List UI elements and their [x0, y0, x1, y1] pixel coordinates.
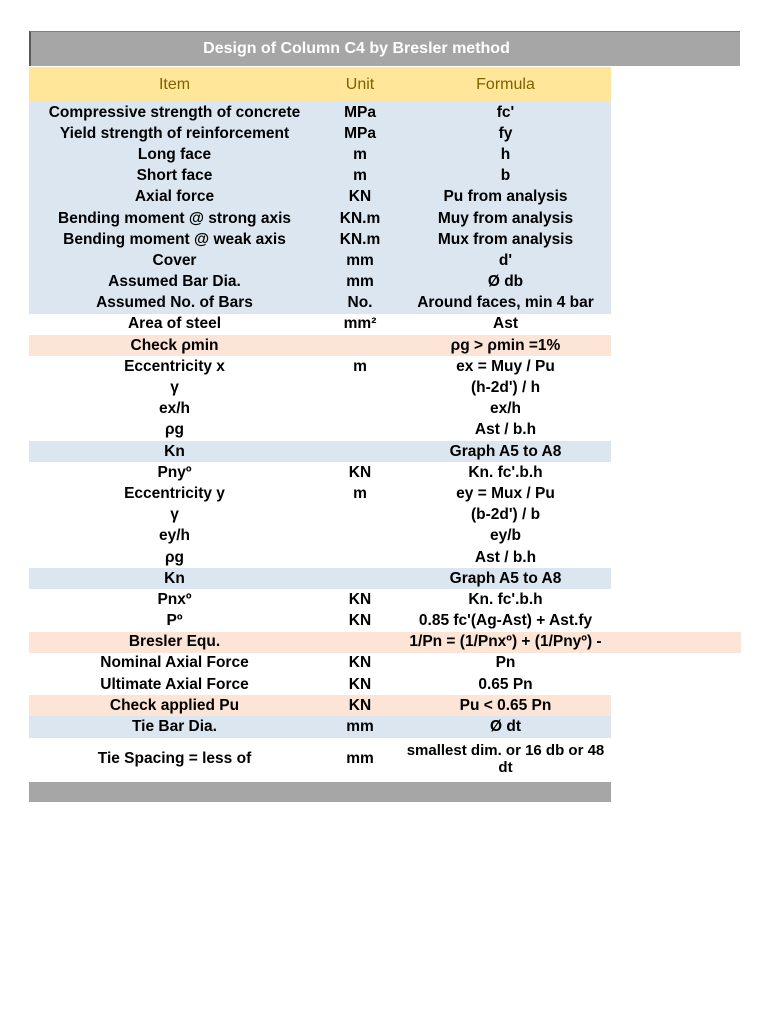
table-row — [29, 399, 741, 420]
cell-unit: mm — [346, 251, 374, 269]
cell-unit: KN — [348, 188, 372, 206]
cell-item: Kn — [164, 569, 185, 587]
table-row — [29, 589, 741, 610]
cell-item: Compressive strength of concrete — [48, 103, 301, 121]
header-formula: Formula — [476, 76, 535, 93]
cell-formula: ρg > ρmin =1% — [450, 336, 561, 354]
cell-unit — [320, 335, 400, 356]
table-body — [29, 102, 741, 780]
table-row — [29, 272, 611, 293]
cell-formula: 0.65 Pn — [478, 675, 533, 693]
cell-formula: Ø db — [487, 273, 524, 291]
table-row — [29, 335, 611, 356]
cell-unit — [320, 547, 400, 568]
cell-formula: (h-2d') / h — [470, 379, 541, 397]
cell-unit — [320, 441, 400, 462]
cell-item: Ultimate Axial Force — [100, 675, 249, 693]
cell-formula: Graph A5 to A8 — [449, 569, 562, 587]
cell-formula: Ø dt — [490, 718, 521, 736]
cell-unit: KN — [348, 654, 372, 672]
cell-unit: KN.m — [339, 230, 381, 248]
cell-item: Cover — [152, 251, 197, 269]
table-row — [29, 208, 611, 229]
cell-unit: KN — [348, 675, 372, 693]
cell-unit — [320, 632, 400, 653]
cell-item: Eccentricity y — [124, 484, 225, 502]
cell-item: Bresler Equ. — [128, 633, 221, 651]
table-row — [29, 187, 611, 208]
table-row — [29, 653, 741, 674]
table-row — [29, 738, 741, 780]
cell-item: Tie Spacing = less of — [97, 749, 252, 767]
cell-formula: Ast / b.h — [474, 421, 537, 439]
cell-formula: Pu < 0.65 Pn — [459, 696, 552, 714]
cell-unit — [320, 377, 400, 398]
cell-item: Long face — [137, 145, 212, 163]
table-row — [29, 526, 741, 547]
table-row — [29, 229, 611, 250]
cell-formula: ey/b — [489, 527, 521, 545]
cell-item: ρg — [164, 548, 185, 566]
cell-item: ey/h — [158, 527, 190, 545]
cell-unit: KN — [348, 590, 372, 608]
header-item: Item — [158, 76, 191, 93]
cell-item: Bending moment @ weak axis — [63, 230, 286, 248]
header-unit: Unit — [345, 76, 375, 93]
cell-item: Short face — [136, 167, 213, 185]
cell-formula: Ast / b.h — [474, 548, 537, 566]
table-row — [29, 314, 741, 335]
cell-item: ρg — [164, 421, 185, 439]
cell-formula: (b-2d') / b — [470, 506, 541, 524]
table-title-bar — [29, 31, 740, 66]
table-row — [29, 441, 611, 462]
table-footer-bar — [29, 782, 611, 802]
cell-unit — [320, 526, 400, 547]
cell-formula: ey = Mux / Pu — [456, 484, 555, 502]
cell-unit: mm — [346, 273, 374, 291]
cell-unit: KN — [348, 463, 372, 481]
cell-formula: Kn. fc'.b.h — [468, 590, 543, 608]
table-header — [29, 67, 611, 103]
table-row — [29, 356, 741, 377]
cell-unit: mm — [346, 718, 374, 736]
cell-formula: b — [500, 167, 511, 185]
cell-formula: d' — [498, 251, 513, 269]
cell-item: Axial force — [134, 188, 215, 206]
table-row — [29, 632, 741, 653]
cell-unit: KN — [348, 612, 372, 630]
cell-unit — [320, 505, 400, 526]
table-row — [29, 123, 611, 144]
cell-item: γ — [170, 506, 179, 524]
cell-item: Nominal Axial Force — [100, 654, 249, 672]
cell-unit: m — [353, 357, 367, 375]
cell-formula: Mux from analysis — [437, 230, 574, 248]
cell-unit: KN — [348, 696, 372, 714]
cell-item: Assumed No. of Bars — [96, 294, 253, 312]
cell-item: Bending moment @ strong axis — [58, 209, 291, 227]
table-row — [29, 420, 741, 441]
table-title: Design of Column C4 by Bresler method — [203, 40, 510, 57]
cell-formula: Kn. fc'.b.h — [468, 463, 543, 481]
table-row — [29, 568, 611, 589]
cell-formula: Pn — [495, 654, 516, 672]
cell-unit: mm — [346, 749, 374, 767]
cell-unit: m — [353, 145, 367, 163]
cell-item: Assumed Bar Dia. — [108, 273, 241, 291]
cell-unit: No. — [347, 294, 373, 312]
cell-formula: ex = Muy / Pu — [456, 357, 555, 375]
table-row — [29, 611, 741, 632]
cell-unit: m — [353, 167, 367, 185]
cell-item: Yield strength of reinforcement — [59, 124, 290, 142]
table-row — [29, 674, 741, 695]
cell-unit: MPa — [344, 124, 376, 142]
cell-unit: KN.m — [339, 209, 381, 227]
cell-unit — [320, 568, 400, 589]
table-row — [29, 377, 741, 398]
cell-formula: Graph A5 to A8 — [449, 442, 562, 460]
table-row — [29, 505, 741, 526]
table-row — [29, 144, 611, 165]
table-row — [29, 547, 741, 568]
cell-unit — [320, 420, 400, 441]
cell-item: ex/h — [158, 400, 190, 418]
table-row — [29, 293, 611, 314]
cell-unit: MPa — [344, 103, 376, 121]
cell-item: Kn — [164, 442, 185, 460]
cell-formula: Around faces, min 4 bar — [417, 294, 594, 312]
cell-formula: smallest dim. or 16 db or 48 dt — [406, 741, 605, 776]
cell-item: γ — [170, 379, 179, 397]
cell-item: Eccentricity x — [124, 357, 225, 375]
table-row — [29, 250, 611, 271]
cell-item: Check applied Pu — [109, 696, 240, 714]
cell-item: Pnyº — [157, 463, 192, 481]
cell-formula: Pu from analysis — [443, 188, 568, 206]
cell-formula: ex/h — [489, 400, 521, 418]
table-row — [29, 483, 741, 504]
cell-formula: Ast — [493, 315, 518, 333]
cell-formula: fc' — [496, 103, 515, 121]
table-row — [29, 716, 611, 737]
table-row — [29, 695, 611, 716]
cell-item: Pnxº — [157, 590, 192, 608]
cell-item: Tie Bar Dia. — [131, 718, 217, 736]
cell-unit — [320, 399, 400, 420]
cell-item: Pº — [166, 612, 183, 630]
cell-formula: fy — [498, 124, 513, 142]
table-row — [29, 166, 611, 187]
cell-formula: Muy from analysis — [437, 209, 574, 227]
cell-formula: 1/Pn = (1/Pnxº) + (1/Pnyº) - — [409, 633, 602, 651]
cell-item: Area of steel — [127, 315, 222, 333]
cell-formula: 0.85 fc'(Ag-Ast) + Ast.fy — [418, 612, 593, 630]
table-row — [29, 462, 741, 483]
cell-formula: h — [500, 145, 511, 163]
cell-item: Check ρmin — [130, 336, 219, 354]
cell-unit: m — [353, 484, 367, 502]
table-row — [29, 102, 611, 123]
cell-unit: mm² — [343, 315, 377, 333]
